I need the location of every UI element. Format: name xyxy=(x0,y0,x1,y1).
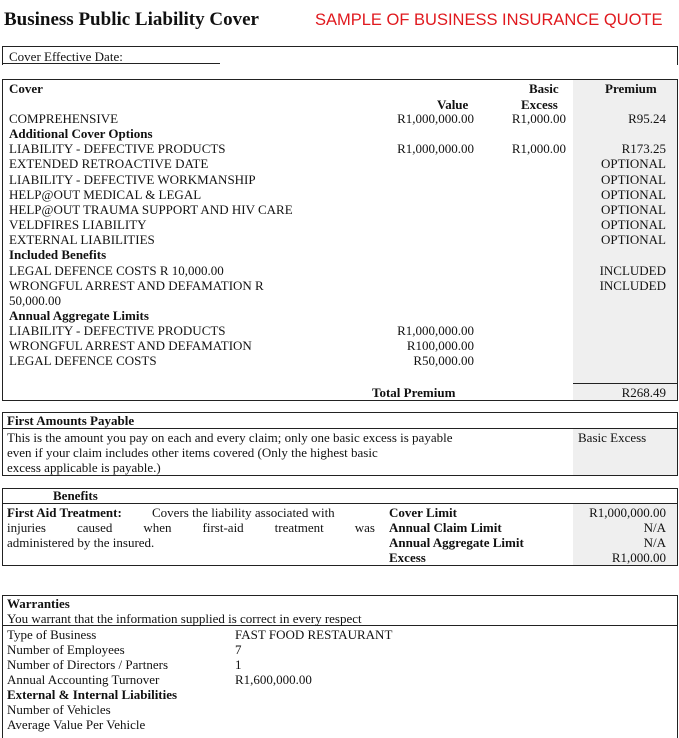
warranties-top-border xyxy=(2,595,678,596)
benefits-line1: Covers the liability associated with xyxy=(152,505,335,520)
col-header-value: Value xyxy=(437,97,469,112)
cover-row-label: LIABILITY - DEFECTIVE PRODUCTS xyxy=(9,141,226,156)
warranties-statement: You warrant that the information supplied is correct in every respect xyxy=(7,611,362,626)
cover-row-value: R100,000.00 xyxy=(406,338,474,353)
warranties-heading: Warranties xyxy=(7,596,70,611)
cover-row-label: EXTERNAL LIABILITIES xyxy=(9,232,155,247)
cover-row-premium: OPTIONAL xyxy=(601,202,666,217)
cover-row-value: R1,000,000.00 xyxy=(397,323,474,338)
warranties-left-border xyxy=(2,595,3,738)
warranty-row-value: R1,600,000.00 xyxy=(235,672,312,687)
cover-row-label: Annual Aggregate Limits xyxy=(9,308,149,323)
cover-row-label: LIABILITY - DEFECTIVE PRODUCTS xyxy=(9,323,226,338)
first-amounts-heading: First Amounts Payable xyxy=(7,413,135,428)
annual-aggregate-limit-value: N/A xyxy=(643,535,666,550)
external-liabilities-heading: External & Internal Liabilities xyxy=(7,687,178,702)
cover-row-premium: OPTIONAL xyxy=(601,217,666,232)
cover-row-excess: R1,000.00 xyxy=(511,111,566,126)
cover-row-label: Additional Cover Options xyxy=(9,126,153,141)
benefits-line3: administered by the insured. xyxy=(7,535,155,550)
cover-row-label: WRONGFUL ARREST AND DEFAMATION xyxy=(9,338,252,353)
cover-row-label: VELDFIRES LIABILITY xyxy=(9,217,147,232)
cover-row-value: R1,000,000.00 xyxy=(397,141,474,156)
cover-row-excess: R1,000.00 xyxy=(511,141,566,156)
first-amounts-line2: even if your claim includes other items covered (Only the highest basic xyxy=(7,445,378,460)
first-amounts-line1: This is the amount you pay on each and every claim; only one basic excess is payable xyxy=(7,430,453,445)
cover-row-premium: INCLUDED xyxy=(599,278,666,293)
cover-row-premium: OPTIONAL xyxy=(601,156,666,171)
cover-row-label: EXTENDED RETROACTIVE DATE xyxy=(9,156,209,171)
cover-row-premium: INCLUDED xyxy=(599,263,666,278)
total-rule xyxy=(573,383,677,384)
cover-row-label: LEGAL DEFENCE COSTS R 10,000.00 xyxy=(9,263,224,278)
excess-value: R1,000.00 xyxy=(611,550,666,565)
cover-row-premium: OPTIONAL xyxy=(601,232,666,247)
warranty-row-value: 7 xyxy=(235,642,242,657)
cover-row-label: LEGAL DEFENCE COSTS xyxy=(9,353,157,368)
cover-row-premium: R173.25 xyxy=(621,141,666,156)
col-header-cover: Cover xyxy=(9,81,43,96)
first-amounts-line3: excess applicable is payable.) xyxy=(7,460,161,475)
annual-claim-limit-value: N/A xyxy=(643,520,666,535)
annual-aggregate-limit-label: Annual Aggregate Limit xyxy=(389,535,524,550)
benefits-heading: Benefits xyxy=(53,488,98,503)
page-title: Business Public Liability Cover xyxy=(4,9,259,30)
col-header-basic: Basic xyxy=(529,81,559,96)
cover-row-label: Included Benefits xyxy=(9,247,107,262)
benefits-lead: First Aid Treatment: xyxy=(7,505,122,520)
total-premium-value: R268.49 xyxy=(621,385,666,400)
benefits-line2: injuries caused when first-aid treatment was xyxy=(7,520,375,535)
total-premium-label: Total Premium xyxy=(372,385,456,400)
annual-claim-limit-label: Annual Claim Limit xyxy=(389,520,502,535)
basic-excess-label: Basic Excess xyxy=(578,430,647,445)
cover-row-value: R50,000.00 xyxy=(413,353,474,368)
warranty-row-label: Annual Accounting Turnover xyxy=(7,672,160,687)
warranty-row-value: FAST FOOD RESTAURANT xyxy=(235,627,393,642)
cover-row-label: LIABILITY - DEFECTIVE WORKMANSHIP xyxy=(9,172,256,187)
excess-label: Excess xyxy=(389,550,426,565)
warranty-row-label: Number of Directors / Partners xyxy=(7,657,169,672)
cover-row-value: R1,000,000.00 xyxy=(397,111,474,126)
avg-value-label: Average Value Per Vehicle xyxy=(7,717,146,732)
warranty-row-label: Number of Employees xyxy=(7,642,125,657)
cover-limit-value: R1,000,000.00 xyxy=(589,505,666,520)
vehicles-label: Number of Vehicles xyxy=(7,702,111,717)
cover-row-label: HELP@OUT TRAUMA SUPPORT AND HIV CARE xyxy=(9,202,293,217)
cover-row-premium: OPTIONAL xyxy=(601,172,666,187)
cover-row-premium: R95.24 xyxy=(628,111,666,126)
effective-date-label: Cover Effective Date: xyxy=(9,49,123,64)
cover-limit-label: Cover Limit xyxy=(389,505,457,520)
warranty-row-label: Type of Business xyxy=(7,627,97,642)
cover-row-label: 50,000.00 xyxy=(9,293,61,308)
sample-label: SAMPLE OF BUSINESS INSURANCE QUOTE xyxy=(315,11,663,29)
cover-row-premium: OPTIONAL xyxy=(601,187,666,202)
col-header-premium: Premium xyxy=(605,81,657,96)
cover-row-label: COMPREHENSIVE xyxy=(9,111,119,126)
warranties-right-border xyxy=(677,595,678,738)
col-header-excess: Excess xyxy=(521,97,558,112)
warranty-row-value: 1 xyxy=(235,657,242,672)
cover-row-label: HELP@OUT MEDICAL & LEGAL xyxy=(9,187,202,202)
cover-row-label: WRONGFUL ARREST AND DEFAMATION R xyxy=(9,278,264,293)
